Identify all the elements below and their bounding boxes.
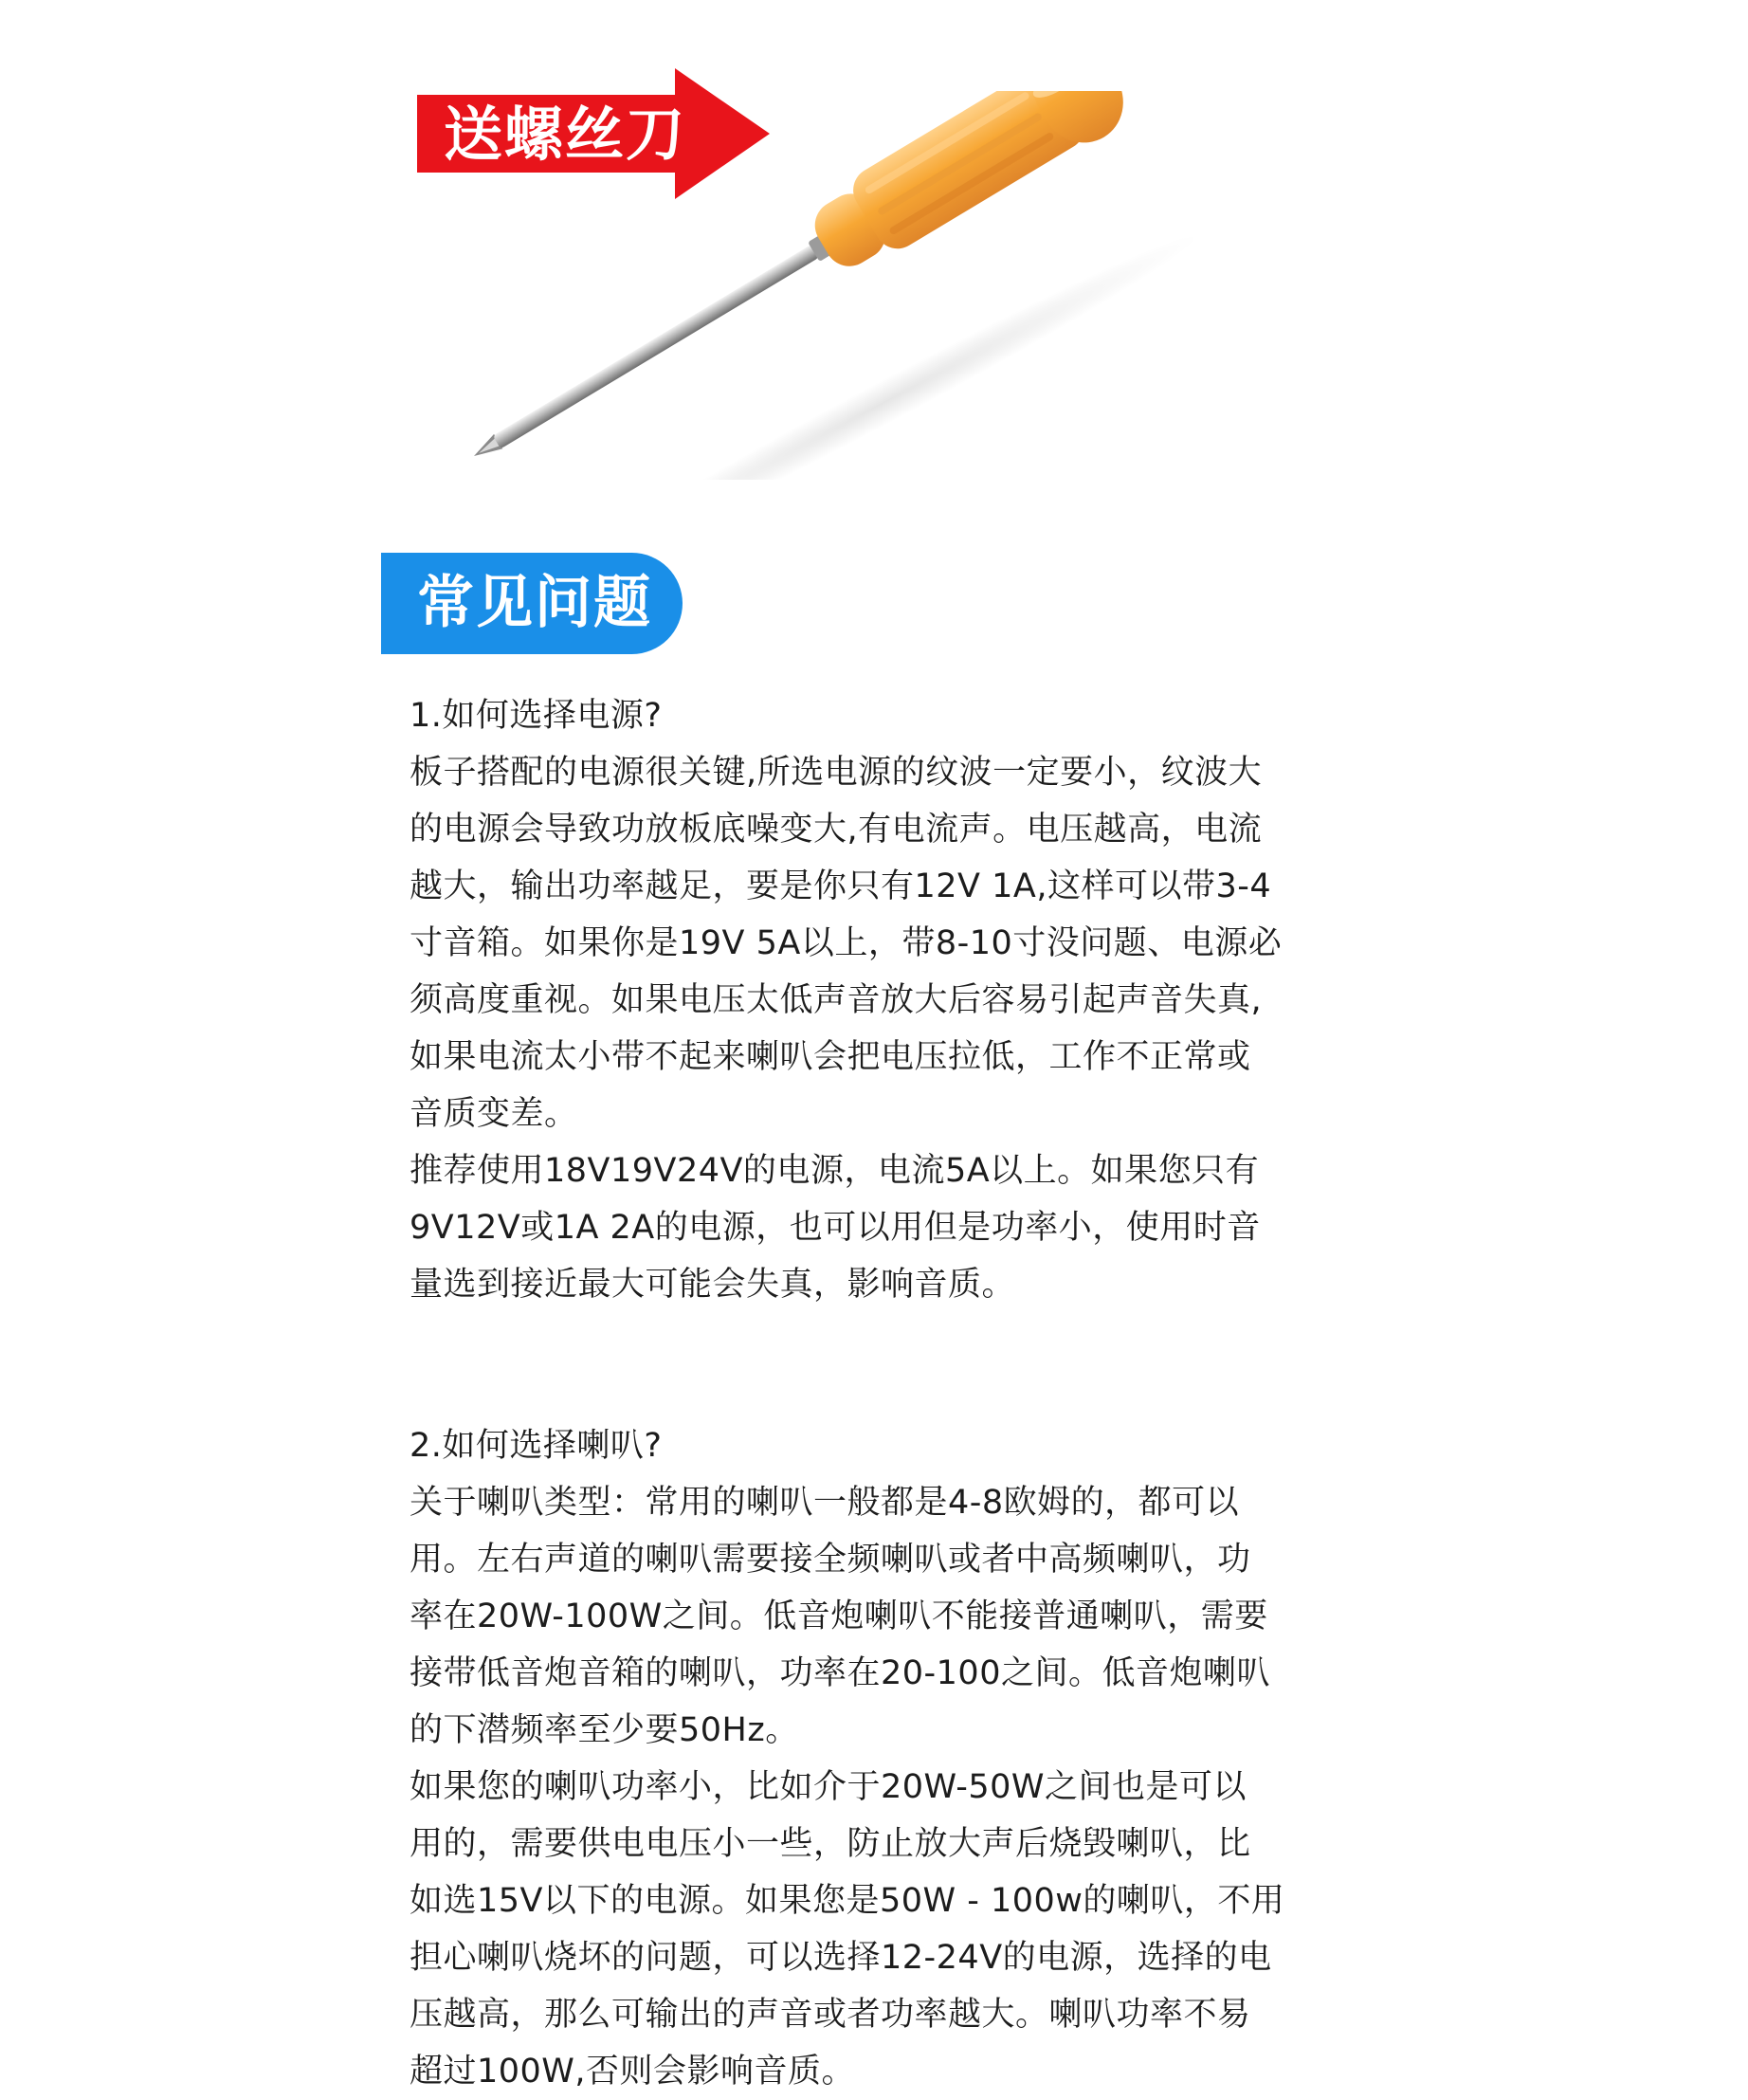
faq-item-power-supply (410, 687, 1367, 1313)
faq-answer-line: 寸音箱。如果你是19V 5A以上，带8-10寸没问题、电源必 (410, 924, 1283, 962)
faq-item-speaker (410, 1417, 1367, 2100)
faq-answer-line: 须高度重视。如果电压太低声音放大后容易引起声音失真, (410, 981, 1263, 1019)
section-spacer (410, 1313, 1367, 1417)
faq-body (410, 687, 1367, 2100)
faq-answer-line: 板子搭配的电源很关键,所选电源的纹波一定要小，纹波大 (410, 754, 1263, 792)
faq-answer-line: 9V12V或1A 2A的电源，也可以用但是功率小，使用时音 (410, 1209, 1261, 1247)
faq-answer-line: 如果您的喇叭功率小，比如介于20W-50W之间也是可以 (410, 1768, 1247, 1806)
product-section (0, 0, 1748, 531)
faq-answer-line: 超过100W,否则会影响音质。 (410, 2053, 856, 2091)
faq-answer-line: 推荐使用18V19V24V的电源，电流5A以上。如果您只有 (410, 1152, 1260, 1190)
faq-question-title: 1.如何选择电源? (410, 697, 663, 735)
faq-answer-line: 接带低音炮音箱的喇叭，功率在20-100之间。低音炮喇叭 (410, 1654, 1270, 1692)
faq-answer-line: 的电源会导致功放板底噪变大,有电流声。电压越高，电流 (410, 811, 1263, 849)
faq-answer-line: 用的，需要供电电压小一些，防止放大声后烧毁喇叭，比 (410, 1825, 1251, 1863)
faq-answer-line: 如果电流太小带不起来喇叭会把电压拉低，工作不正常或 (410, 1038, 1251, 1076)
faq-answer-line: 越大，输出功率越足，要是你只有12V 1A,这样可以带3-4 (410, 867, 1272, 905)
faq-answer-line: 用。左右声道的喇叭需要接全频喇叭或者中高频喇叭，功 (410, 1541, 1251, 1579)
screwdriver-image (455, 91, 1289, 480)
faq-answer-line: 音质变差。 (410, 1095, 578, 1133)
faq-answer-line: 量选到接近最大可能会失真，影响音质。 (410, 1266, 1016, 1304)
faq-answer-line: 担心喇叭烧坏的问题，可以选择12-24V的电源，选择的电 (410, 1939, 1272, 1977)
faq-answer-line: 率在20W-100W之间。低音炮喇叭不能接普通喇叭，需要 (410, 1598, 1268, 1635)
badge-label: 送螺丝刀 (444, 100, 687, 169)
faq-header-title: 常见问题 (417, 570, 652, 636)
faq-question-title: 2.如何选择喇叭? (410, 1427, 663, 1465)
faq-answer-line: 的下潜频率至少要50Hz。 (410, 1711, 799, 1749)
faq-header (381, 553, 683, 654)
faq-answer-line: 关于喇叭类型：常用的喇叭一般都是4-8欧姆的，都可以 (410, 1484, 1240, 1522)
faq-answer-line: 压越高，那么可输出的声音或者功率越大。喇叭功率不易 (410, 1996, 1251, 2034)
faq-answer-line: 如选15V以下的电源。如果您是50W - 100w的喇叭，不用 (410, 1882, 1285, 1920)
